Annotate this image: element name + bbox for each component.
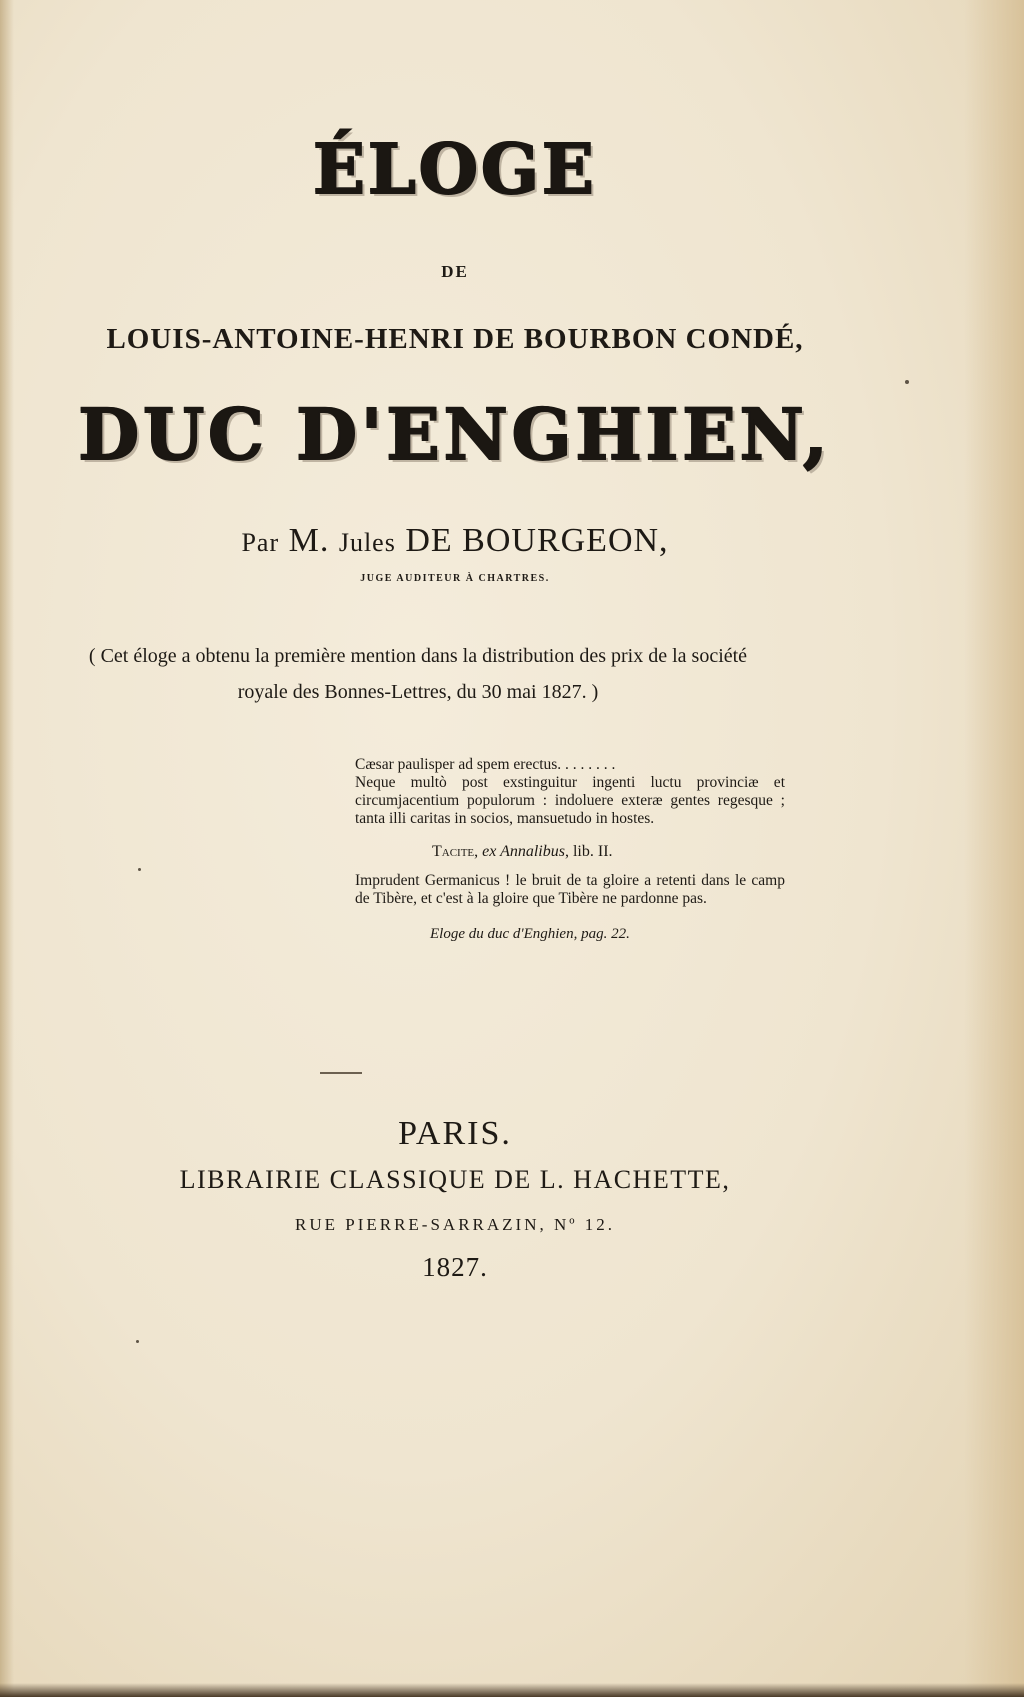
- page-bottom-edge: [0, 1683, 1024, 1697]
- author-m: M.: [279, 522, 339, 559]
- separator-rule: [320, 1072, 362, 1074]
- imprint-address: RUE PIERRE-SARRAZIN, Nº 12.: [294, 1215, 616, 1234]
- author-first-name: Jules: [338, 528, 396, 557]
- epigraph-latin: [355, 756, 785, 828]
- epigraph-latin-attribution: Tacite, ex Annalibus, lib. II.: [432, 843, 613, 860]
- epigraph-latin-author: Tacite: [432, 843, 475, 860]
- author-last-name: DE BOURGEON,: [395, 522, 669, 559]
- epigraph-latin-work: ex Annalibus: [482, 843, 565, 860]
- epigraph-latin-line2: Neque multò post exstinguitur ingenti luctu provinciæ et circumjacentium populorum : indoluere exteræ gentes regesque ; tanta illi caritas in socios, mansuetudo in hostes.: [355, 774, 785, 827]
- ink-speck: [138, 868, 141, 871]
- subject-name: LOUIS-ANTOINE-HENRI DE BOURBON CONDÉ,: [106, 323, 804, 355]
- title-eloge: ÉLOGE: [313, 130, 597, 210]
- epigraph-latin-line1: Cæsar paulisper ad spem erectus. . . . . . . .: [355, 756, 616, 773]
- author-par: Par: [241, 528, 280, 557]
- page-edge-tone: [964, 0, 1024, 1697]
- author-line: [0, 522, 910, 560]
- epigraph-latin-ref: , lib. II.: [564, 843, 613, 860]
- ink-speck: [905, 380, 909, 384]
- epigraph-french-attribution: Eloge du duc d'Enghien, pag. 22.: [430, 926, 630, 942]
- page-gutter-shadow: [0, 0, 14, 1697]
- imprint-year: 1827.: [422, 1252, 488, 1282]
- imprint-city: PARIS.: [398, 1115, 512, 1152]
- author-role: JUGE AUDITEUR À CHARTRES.: [360, 573, 550, 584]
- imprint-publisher: LIBRAIRIE CLASSIQUE DE L. HACHETTE,: [179, 1165, 731, 1194]
- epigraph-french: Imprudent Germanicus ! le bruit de ta gloire a retenti dans le camp de Tibère, et c'est à la gloire que Tibère ne pardonne pas.: [355, 872, 785, 907]
- ink-speck: [136, 1340, 139, 1343]
- prize-note: ( Cet éloge a obtenu la première mention dans la distribution des prix de la société royale des Bonnes-Lettres, du 30 mai 1827. ): [88, 645, 748, 703]
- title-duc-enghien: DUC D'ENGHIEN,: [78, 393, 832, 476]
- title-de: DE: [441, 262, 469, 281]
